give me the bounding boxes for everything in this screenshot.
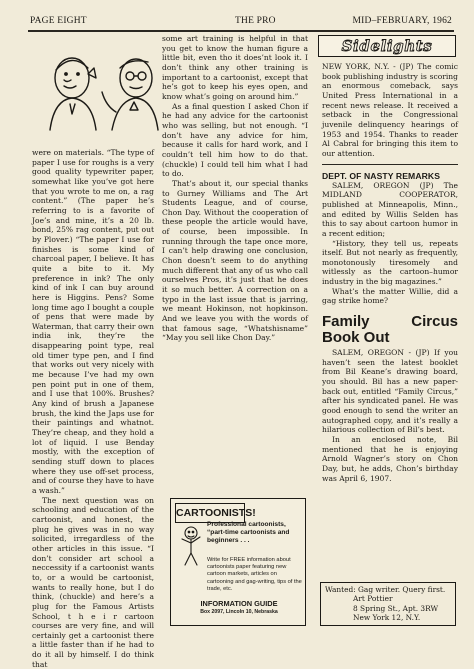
wanted-city: New York 12, N.Y. — [353, 612, 421, 622]
ad-address: Box 2097, Lincoln 10, Nebraska — [200, 609, 278, 615]
ad-title: CARTOONISTS! — [175, 503, 245, 523]
article-column-2 — [162, 34, 308, 343]
article-paragraph: some art training is helpful in that you get to know the human figure a little bit, even tho it does’nt look it. I don’t think any other training is important to a cartoonist, except that he’s got to keep his eyes open, and know what’s going on around him.” — [162, 34, 308, 101]
article-paragraph: As a final question I asked Chon if he had any advice for the cartoonist who was selling, but not enough. “I don’t have any advice for him, because it calls for hard work, and I couldn’t tell him how to do that. (chuckle) I could tell him what I had to do. — [162, 101, 308, 179]
cartoon-figure-icon — [177, 525, 205, 567]
news-item-comic-books: NEW YORK, N.Y. - (JP) The comic book publishing industry is scoring an enormous comeback, says United Press International in a recent news release. It received a setback in the Congressional juvenile delinquency hearings of 1953 and 1954. Thanks to reader Al Cabral for bringing this item to our attention. — [322, 62, 458, 158]
sidelights-title: Sidelights — [341, 37, 433, 55]
news-paragraph: SALEM, OREGON (JP) The MIDLAND COOPERATOR, published at Minneapolis, Minn., and edited by Willis Selden has this to say about cartoon humor in a recent edition; — [322, 180, 458, 238]
article-paragraph: The next question was on schooling and education of the cartoonist, and honest, the plug he gives was in no way solicited, irregardless of the other articles in this issue. “I don’t consider art school a neccessity if a cartoonist wants to, or a would be cartoonist, wants to really hone, but I do think, (chuckle) and here’s a plug for the Famous Artists School, t h e i r cartoon courses are very fine, and will certainly get a cartoonist there a little faster than if he had to do it all by himself. I do think that — [32, 495, 154, 669]
publication-title: THE PRO — [235, 16, 276, 26]
wanted-name: Art Pottier — [353, 594, 393, 604]
dept-nasty-remarks-heading: DEPT. OF NASTY REMARKS — [322, 170, 441, 181]
ad-subtitle: Professional cartoonists, “part-time cartoonists and beginners . . . — [207, 521, 290, 544]
article-paragraph: were on materials. “The type of paper I use for roughs is a very good quality typewriter paper, somewhat like you’ve got here that you wrote to me on, a rag content.” (The paper he’s referring to is a favorite of Joe’s and mine, it’s a 20 lb. bond, 25% rag content, put out by Plover.) “The paper I use for finishes is some kind of charcoal paper, I believe. It has quite a bite to it. My preference in ink? The only kind of ink I can buy around here is Higgins. Pens? Some long time ago I bought a couple of pens that were made by Waterman, that carry their own india ink, they’re the disappearing point type, real old timer type pen, and I find that works out very nicely with me because I’ve had my own pen point put in one of them, and I use that 100%. Brushes? Any kind of brush a Japanese brush, the kind the Japs use for their paintings and whatnot. They’re cheap, and they hold a lot of liquid. I use Benday mostly, with the exception of sending stuff down to places where they use off-set process, and of course they have to have a wash.” — [32, 148, 154, 495]
ad-guide-name: INFORMATION GUIDE — [200, 599, 278, 608]
sidelights-column — [322, 62, 458, 483]
section-divider — [322, 164, 458, 165]
wanted-street: 8 Spring St., Apt. 3RW — [353, 603, 439, 613]
news-paragraph: SALEM, OREGON - (JP) If you haven’t seen the latest booklet from Bil Keane’s drawing board, you should. Bil has a new paper-back out, entitled “Family Circus,” after his syndicated panel. He was good enough to send the writer an autographed copy, and it’s really a hilarious collection of Bil’s best. — [322, 348, 458, 435]
page-header — [30, 16, 452, 30]
wanted-line: Wanted: Gag writer. Query first. — [325, 585, 446, 594]
header-rule — [28, 30, 454, 32]
cartoonists-advertisement — [170, 498, 306, 626]
family-circus-heading: Family Circus Book Out — [322, 313, 458, 347]
news-paragraph: In an enclosed note, Bil mentioned that he is enjoying Arnold Wagner’s story on Chon Day, but, he adds, Chon’s birthday was April 6, 1907. — [322, 435, 458, 483]
issue-date: MID–FEBRUARY, 1962 — [352, 16, 452, 26]
article-column-1 — [32, 148, 154, 669]
wanted-classified — [320, 582, 456, 626]
sidelights-banner — [318, 35, 456, 57]
page-number: PAGE EIGHT — [30, 16, 87, 26]
article-paragraph: That’s about it, our special thanks to Gurney Williams and The Art Students League, and of course, Chon Day. Without the cooperation of these people the article would have, of course, been impossible. In running through the tape once more, I can’t help drawing one conclusion, Chon doesn’t seem to do anything much different that any of us who call ourselves Pros, it’s just that he does it so much better. A correction on a typo in the last issue that is jarring, we meant Hokinson, not hopkinson. And we leave you with the words of that famous sage, “Whatshisname” “May you sell like Chon Day.” — [162, 178, 308, 343]
news-paragraph: What’s the matter Willie, did a gag strike home? — [322, 286, 458, 306]
news-paragraph: “History, they tell us, repeats itself. But not nearly as frequently, monotonously tiresomely and witlessly as the cartoon–humor industry in the big magazines.” — [322, 238, 458, 287]
ad-body: Write for FREE information about cartoonists paper featuring new cartoon markets, articles on cartooning and gag-writing, tips of the trade, etc. — [207, 557, 302, 592]
